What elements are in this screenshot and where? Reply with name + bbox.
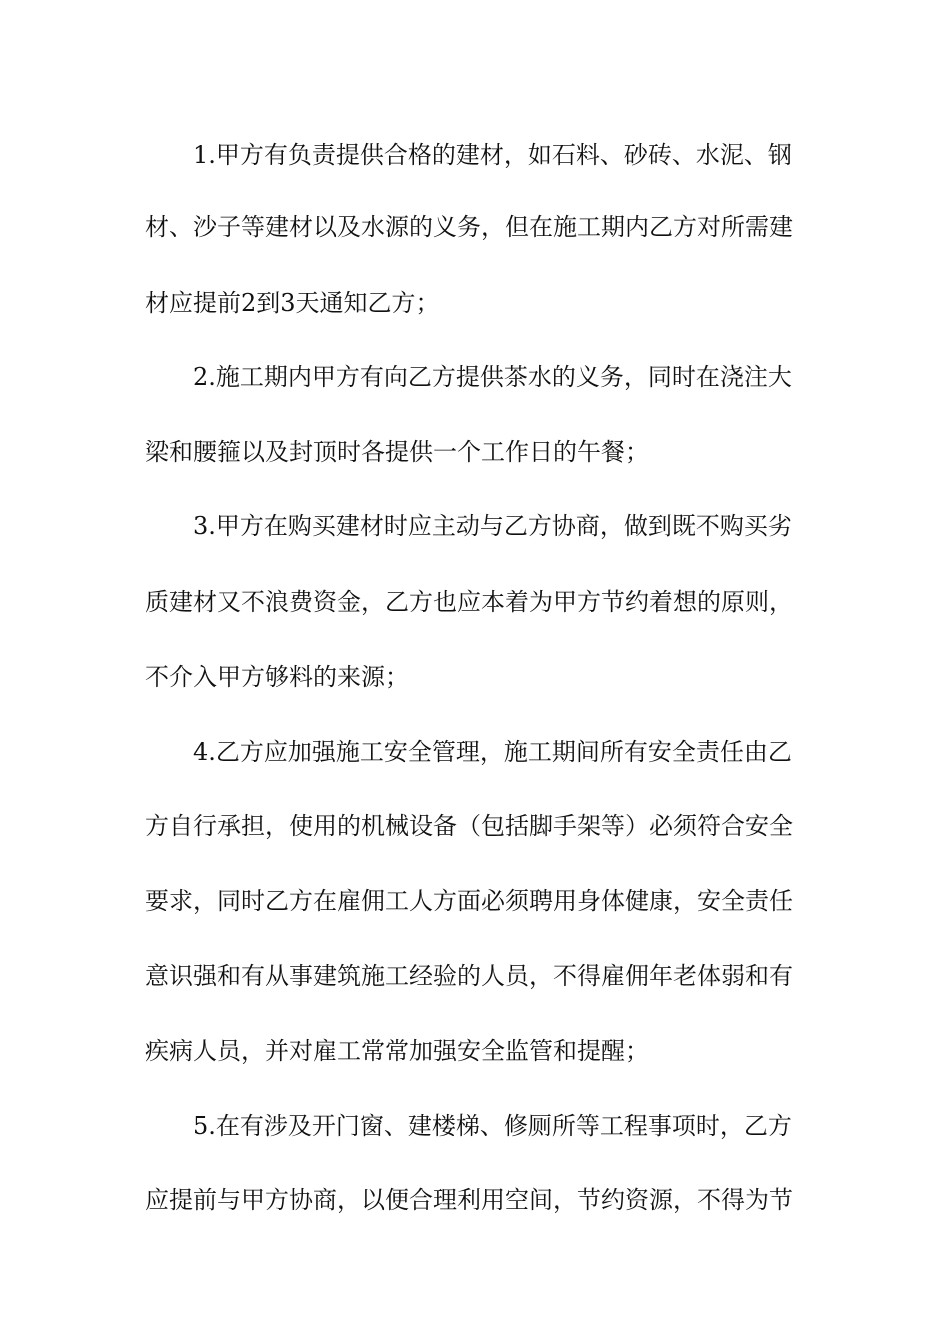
paragraph-4-line-5: 疾病人员，并对雇工常常加强安全监管和提醒； [145, 1037, 649, 1065]
paragraph-4-line-3: 要求，同时乙方在雇佣工人方面必须聘用身体健康，安全责任 [145, 887, 793, 915]
paragraph-5-line-1: 5.在有涉及开门窗、建楼梯、修厕所等工程事项时，乙方 [193, 1112, 792, 1140]
paragraph-1-line-3: 材应提前2到3天通知乙方； [145, 289, 440, 317]
paragraph-4-line-4: 意识强和有从事建筑施工经验的人员，不得雇佣年老体弱和有 [145, 962, 793, 990]
paragraph-2-line-2: 梁和腰箍以及封顶时各提供一个工作日的午餐； [145, 438, 649, 466]
paragraph-3-line-1: 3.甲方在购买建材时应主动与乙方协商，做到既不购买劣 [193, 512, 792, 540]
paragraph-1-line-1: 1.甲方有负责提供合格的建材，如石料、砂砖、水泥、钢 [193, 141, 792, 169]
paragraph-5-line-2: 应提前与甲方协商，以便合理利用空间，节约资源，不得为节 [145, 1186, 793, 1214]
paragraph-3-line-2: 质建材又不浪费资金，乙方也应本着为甲方节约着想的原则， [145, 588, 793, 616]
paragraph-4-line-2: 方自行承担，使用的机械设备（包括脚手架等）必须符合安全 [145, 812, 793, 840]
paragraph-3-line-3: 不介入甲方够料的来源； [145, 663, 409, 691]
paragraph-2-line-1: 2.施工期内甲方有向乙方提供茶水的义务，同时在浇注大 [193, 363, 792, 391]
paragraph-1-line-2: 材、沙子等建材以及水源的义务，但在施工期内乙方对所需建 [145, 213, 793, 241]
paragraph-4-line-1: 4.乙方应加强施工安全管理，施工期间所有安全责任由乙 [193, 738, 792, 766]
